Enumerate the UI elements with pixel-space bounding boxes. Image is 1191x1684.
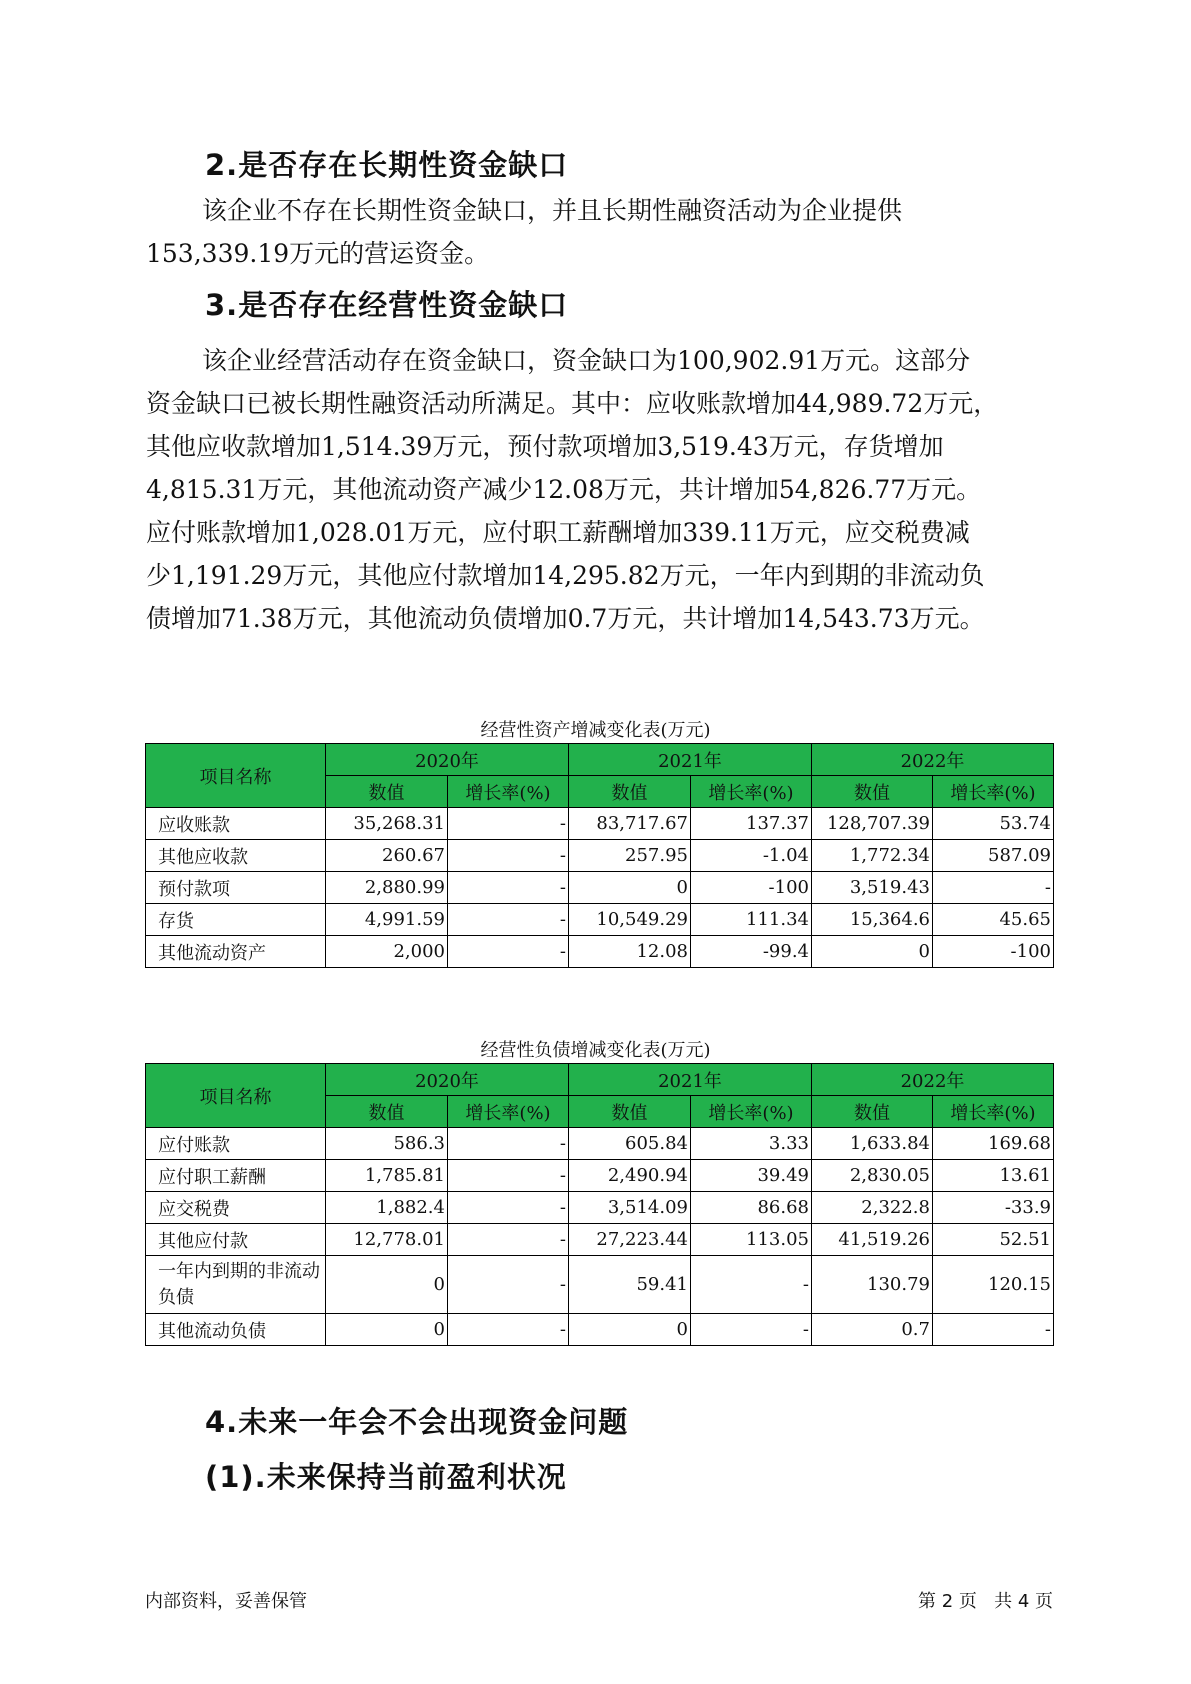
cell: 35,268.31: [326, 808, 448, 840]
assets-table-caption: 经营性资产增减变化表(万元): [480, 720, 711, 741]
cell: 3,519.43: [812, 872, 933, 904]
paragraph-line: 债增加71.38万元，其他流动负债增加0.7万元，共计增加14,543.73万元。: [146, 604, 985, 633]
table-header-row: [146, 1064, 1054, 1096]
cell: 52.51: [933, 1224, 1054, 1256]
cell: 86.68: [691, 1192, 812, 1224]
cell: -: [448, 872, 569, 904]
footer-confidential-note: 内部资料，妥善保管: [145, 1591, 307, 1612]
cell: 137.37: [691, 808, 812, 840]
header-growth: 增长率(%): [691, 776, 812, 808]
cell: 83,717.67: [569, 808, 691, 840]
row-label: 其他流动资产: [146, 936, 326, 968]
cell: 12,778.01: [326, 1224, 448, 1256]
cell: 0: [326, 1256, 448, 1314]
header-growth: 增长率(%): [448, 776, 569, 808]
liabilities-table: [145, 1063, 1054, 1346]
cell: 1,882.4: [326, 1192, 448, 1224]
paragraph-line: 资金缺口已被长期性融资活动所满足。其中：应收账款增加44,989.72万元，: [146, 389, 999, 418]
row-label: 其他应收款: [146, 840, 326, 872]
cell: -: [448, 1160, 569, 1192]
cell: -: [933, 872, 1054, 904]
cell: 260.67: [326, 840, 448, 872]
cell: 0: [326, 1314, 448, 1346]
paragraph-line: 应付账款增加1,028.01万元，应付职工薪酬增加339.11万元，应交税费减: [146, 518, 970, 547]
row-label: 一年内到期的非流动负债: [146, 1256, 326, 1314]
header-year: 2020年: [326, 1064, 569, 1096]
cell: 169.68: [933, 1128, 1054, 1160]
cell: 0: [569, 872, 691, 904]
row-label: 应付账款: [146, 1128, 326, 1160]
paragraph-line: 该企业不存在长期性资金缺口，并且长期性融资活动为企业提供: [202, 196, 903, 225]
table-row: [146, 1192, 1054, 1224]
cell: 1,633.84: [812, 1128, 933, 1160]
cell: 3,514.09: [569, 1192, 691, 1224]
cell: -: [448, 1192, 569, 1224]
header-value: 数值: [812, 776, 933, 808]
table-header-row: [146, 744, 1054, 776]
cell: 41,519.26: [812, 1224, 933, 1256]
header-value: 数值: [569, 1096, 691, 1128]
header-year: 2022年: [812, 1064, 1054, 1096]
liabilities-table-caption: 经营性负债增减变化表(万元): [480, 1040, 711, 1061]
cell: -: [448, 936, 569, 968]
cell: 10,549.29: [569, 904, 691, 936]
section-3-heading: 3.是否存在经营性资金缺口: [205, 288, 569, 322]
footer-page-number: 第 2 页 共 4 页: [918, 1591, 1053, 1612]
header-growth: 增长率(%): [933, 776, 1054, 808]
table-row: [146, 840, 1054, 872]
assets-table: [145, 743, 1054, 968]
cell: -: [448, 1314, 569, 1346]
row-label: 应收账款: [146, 808, 326, 840]
table-row: [146, 1160, 1054, 1192]
table-row: [146, 1128, 1054, 1160]
cell: 0.7: [812, 1314, 933, 1346]
row-label: 应付职工薪酬: [146, 1160, 326, 1192]
table-row: [146, 936, 1054, 968]
section-4-subheading: (1).未来保持当前盈利状况: [205, 1460, 567, 1494]
cell: 15,364.6: [812, 904, 933, 936]
section-3-paragraph: [146, 339, 1046, 640]
table-row: [146, 904, 1054, 936]
cell: 12.08: [569, 936, 691, 968]
header-value: 数值: [326, 1096, 448, 1128]
cell: -: [448, 808, 569, 840]
cell: 586.3: [326, 1128, 448, 1160]
row-label: 存货: [146, 904, 326, 936]
paragraph-line: 该企业经营活动存在资金缺口，资金缺口为100,902.91万元。这部分: [202, 346, 971, 375]
paragraph-line: 4,815.31万元，其他流动资产减少12.08万元，共计增加54,826.77万元。: [146, 475, 982, 504]
header-value: 数值: [812, 1096, 933, 1128]
cell: 257.95: [569, 840, 691, 872]
row-label: 其他流动负债: [146, 1314, 326, 1346]
cell: 605.84: [569, 1128, 691, 1160]
cell: -100: [933, 936, 1054, 968]
header-year: 2022年: [812, 744, 1054, 776]
row-label: 预付款项: [146, 872, 326, 904]
cell: -99.4: [691, 936, 812, 968]
cell: -1.04: [691, 840, 812, 872]
cell: 1,772.34: [812, 840, 933, 872]
cell: 1,785.81: [326, 1160, 448, 1192]
cell: 120.15: [933, 1256, 1054, 1314]
cell: 13.61: [933, 1160, 1054, 1192]
cell: 0: [812, 936, 933, 968]
cell: 59.41: [569, 1256, 691, 1314]
cell: 0: [569, 1314, 691, 1346]
cell: -: [448, 840, 569, 872]
cell: -: [691, 1256, 812, 1314]
header-year: 2021年: [569, 744, 812, 776]
cell: -: [691, 1314, 812, 1346]
header-value: 数值: [569, 776, 691, 808]
cell: -: [933, 1314, 1054, 1346]
cell: 2,490.94: [569, 1160, 691, 1192]
cell: -: [448, 1256, 569, 1314]
row-label: 应交税费: [146, 1192, 326, 1224]
table-row: [146, 872, 1054, 904]
cell: 27,223.44: [569, 1224, 691, 1256]
cell: 2,830.05: [812, 1160, 933, 1192]
cell: 45.65: [933, 904, 1054, 936]
cell: -: [448, 904, 569, 936]
cell: 53.74: [933, 808, 1054, 840]
cell: 130.79: [812, 1256, 933, 1314]
header-value: 数值: [326, 776, 448, 808]
table-row: [146, 1224, 1054, 1256]
cell: 2,322.8: [812, 1192, 933, 1224]
table-row: [146, 808, 1054, 840]
cell: 2,000: [326, 936, 448, 968]
cell: 111.34: [691, 904, 812, 936]
cell: 587.09: [933, 840, 1054, 872]
table-row: [146, 1256, 1054, 1314]
header-year: 2021年: [569, 1064, 812, 1096]
cell: 2,880.99: [326, 872, 448, 904]
row-label: 其他应付款: [146, 1224, 326, 1256]
cell: -100: [691, 872, 812, 904]
cell: 113.05: [691, 1224, 812, 1256]
header-growth: 增长率(%): [933, 1096, 1054, 1128]
section-2-paragraph: [146, 189, 1046, 275]
paragraph-line: 少1,191.29万元，其他应付款增加14,295.82万元，一年内到期的非流动负: [146, 561, 985, 590]
cell: 4,991.59: [326, 904, 448, 936]
paragraph-line: 153,339.19万元的营运资金。: [146, 239, 490, 268]
cell: -: [448, 1128, 569, 1160]
header-growth: 增长率(%): [448, 1096, 569, 1128]
cell: 39.49: [691, 1160, 812, 1192]
cell: -: [448, 1224, 569, 1256]
header-year: 2020年: [326, 744, 569, 776]
table-row: [146, 1314, 1054, 1346]
cell: 3.33: [691, 1128, 812, 1160]
section-2-heading: 2.是否存在长期性资金缺口: [205, 148, 569, 182]
header-growth: 增长率(%): [691, 1096, 812, 1128]
cell: 128,707.39: [812, 808, 933, 840]
header-item-name: 项目名称: [146, 744, 326, 808]
section-4-heading: 4.未来一年会不会出现资金问题: [205, 1405, 629, 1439]
cell: -33.9: [933, 1192, 1054, 1224]
paragraph-line: 其他应收款增加1,514.39万元，预付款项增加3,519.43万元，存货增加: [146, 432, 944, 461]
header-item-name: 项目名称: [146, 1064, 326, 1128]
